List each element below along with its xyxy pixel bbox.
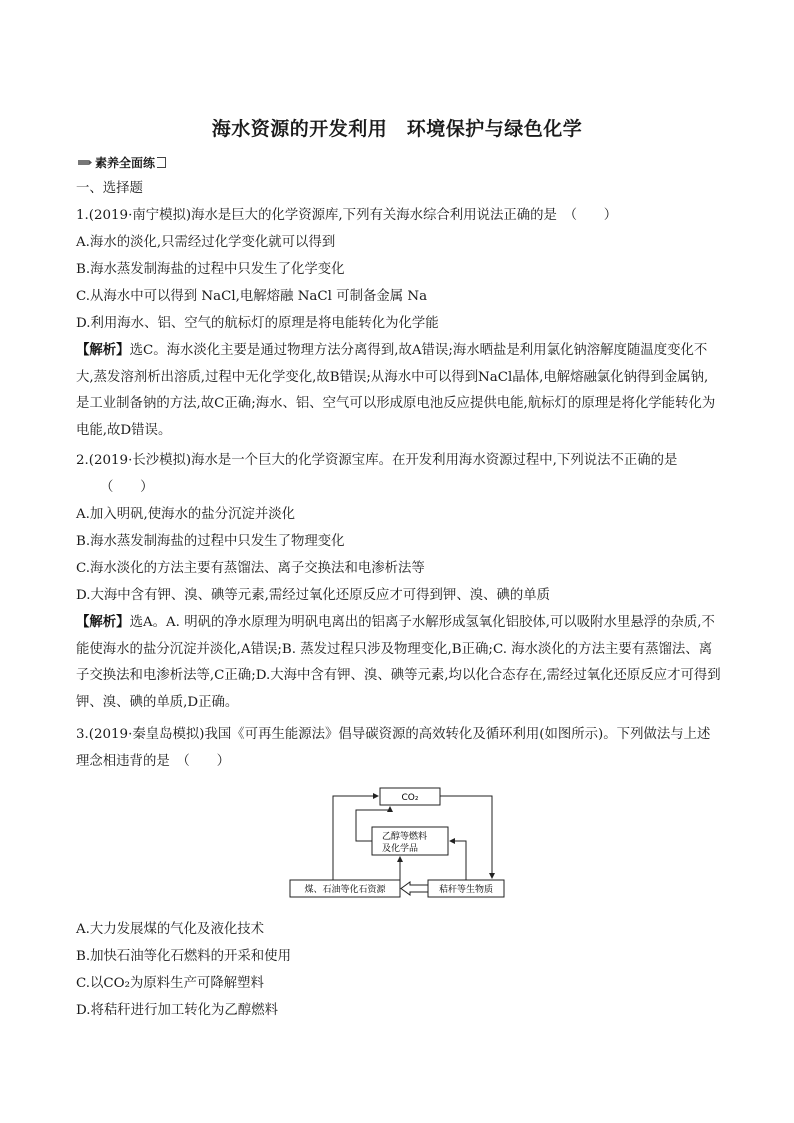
- question-3-option-b: B.加快石油等化石燃料的开采和使用: [76, 949, 291, 964]
- question-2-paren: （ ）: [100, 480, 154, 495]
- question-3-option-a: A.大力发展煤的气化及液化技术: [76, 922, 265, 937]
- question-3-option-d: D.将秸秆进行加工转化为乙醇燃料: [76, 1003, 278, 1018]
- ethanol-label-line1: 乙醇等燃料: [382, 832, 428, 842]
- question-1-option-b: B.海水蒸发制海盐的过程中只发生了化学变化: [76, 262, 345, 277]
- biomass-label: 秸秆等生物质: [438, 885, 494, 895]
- practice-badge: [78, 154, 166, 170]
- question-2-analysis: [76, 609, 721, 716]
- question-1-option-d: D.利用海水、铝、空气的航标灯的原理是将电能转化为化学能: [76, 316, 439, 331]
- question-2-option-b: B.海水蒸发制海盐的过程中只发生了物理变化: [76, 534, 345, 549]
- analysis-label: 【解析】: [76, 342, 130, 358]
- ethanol-label-line2: 及化学品: [382, 844, 419, 854]
- badge-bracket-icon: [157, 157, 166, 168]
- question-1-option-a: A.海水的淡化,只需经过化学变化就可以得到: [76, 235, 336, 250]
- question-2-option-a: A.加入明矾,使海水的盐分沉淀并淡化: [76, 507, 296, 522]
- analysis-text: 选A。A. 明矾的净水原理为明矾电离出的铝离子水解形成氢氧化铝胶体,可以吸附水里悬浮的杂质,不能使海水的盐分沉淀并淡化,A错误;B. 蒸发过程只涉及物理变化,B正确;C. 海水淡化的方法主要有蒸馏法、离子交换法和电渗析法等,C正确;D.大海中含有钾、溴、碘等元素,均以化合态存在,需经过氧化还原反应才可得到钾、溴、碘的单质,D正确。: [76, 615, 721, 710]
- question-2-stem: 2.(2019·长沙模拟)海水是一个巨大的化学资源宝库。在开发利用海水资源过程中,下列说法不正确的是: [76, 453, 678, 468]
- analysis-label: 【解析】: [76, 614, 130, 630]
- question-1-analysis: [76, 337, 721, 444]
- carbon-cycle-diagram: [288, 784, 508, 904]
- question-2-option-d: D.大海中含有钾、溴、碘等元素,需经过氧化还原反应才可得到钾、溴、碘的单质: [76, 588, 551, 603]
- hollow-arrow-biomass-to-fossil: [401, 882, 428, 895]
- arrow-biomass-to-ethanol: [450, 841, 466, 880]
- question-1-stem: 1.(2019·南宁模拟)海水是巨大的化学资源库,下列有关海水综合利用说法正确的是 （ ）: [76, 208, 618, 223]
- fossil-resource-label: 煤、石油等化石资源: [304, 885, 386, 895]
- pencil-icon: [78, 158, 92, 167]
- analysis-text: 选C。海水淡化主要是通过物理方法分离得到,故A错误;海水晒盐是利用氯化钠溶解度随温度变化不大,蒸发溶剂析出溶质,过程中无化学变化,故B错误;从海水中可以得到NaCl晶体,电解熔融氯化钠得到金属钠,是工业制备钠的方法,故C正确;海水、铝、空气可以形成原电池反应提供电能,航标灯的原理是将化学能转化为电能,故D错误。: [76, 343, 716, 438]
- question-3-stem: 3.(2019·秦皇岛模拟)我国《可再生能源法》倡导碳资源的高效转化及循环利用(如图所示)。下列做法与上述理念相违背的是 （ ）: [76, 727, 711, 769]
- question-3-option-c: C.以CO₂为原料生产可降解塑料: [76, 976, 264, 991]
- question-2-option-c: C.海水淡化的方法主要有蒸馏法、离子交换法和电渗析法等: [76, 561, 425, 576]
- page-title: 海水资源的开发利用 环境保护与绿色化学: [211, 118, 583, 140]
- section-heading: 一、选择题: [76, 181, 143, 196]
- co2-label: CO₂: [401, 793, 419, 803]
- question-1-option-c: C.从海水中可以得到 NaCl,电解熔融 NaCl 可制备金属 Na: [76, 289, 428, 304]
- badge-label: 素养全面练: [95, 155, 156, 170]
